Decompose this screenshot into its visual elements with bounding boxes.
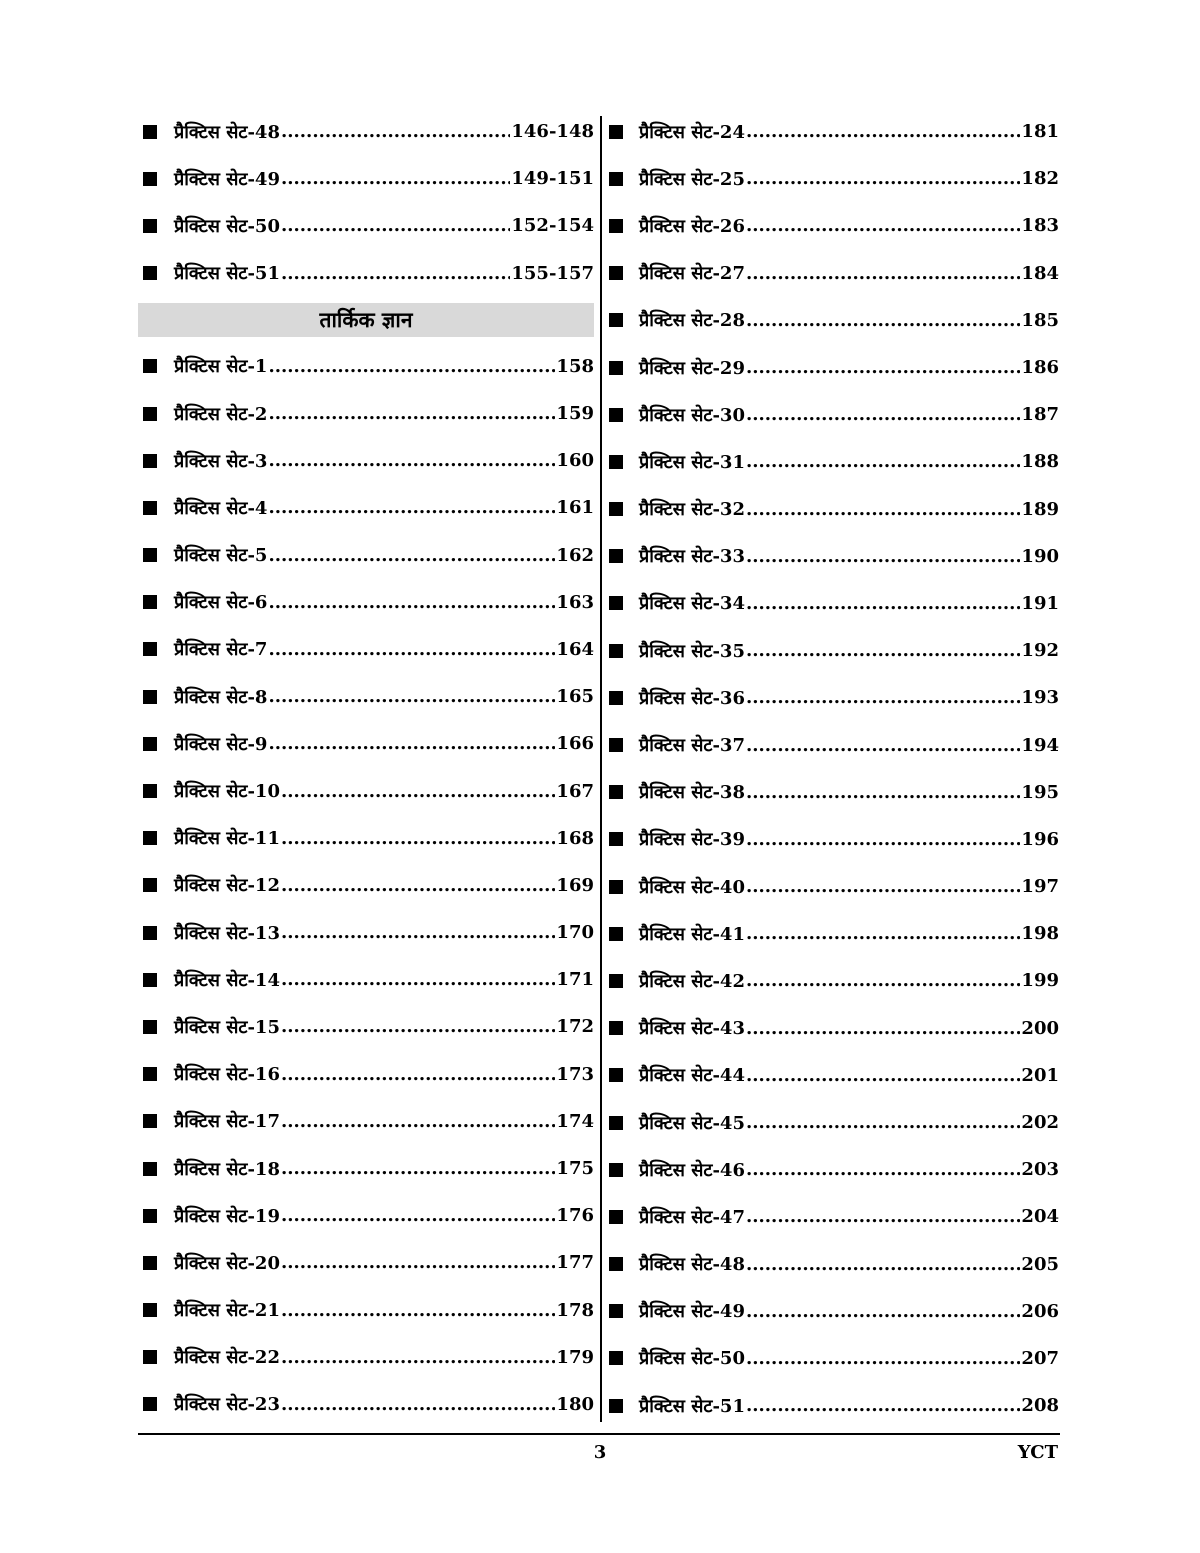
toc-entry-label: प्रैक्टिस सेट-32 xyxy=(639,499,745,521)
square-bullet-icon xyxy=(143,1397,157,1411)
toc-entry-label: प्रैक्टिस सेट-27 xyxy=(639,263,745,285)
toc-entry-label: प्रैक्टिस सेट-10 xyxy=(174,781,280,803)
square-bullet-icon xyxy=(143,548,157,562)
left-toc-column xyxy=(138,108,594,1428)
dot-leader xyxy=(281,263,510,284)
toc-entry xyxy=(138,390,594,437)
toc-entry-page: 167 xyxy=(556,780,594,802)
toc-entry-label: प्रैक्टिस सेट-17 xyxy=(174,1111,280,1133)
dot-leader xyxy=(746,263,1020,284)
dot-leader xyxy=(281,1016,555,1037)
square-bullet-icon xyxy=(143,501,157,515)
toc-entry-label: प्रैक्टिस सेट-46 xyxy=(639,1159,745,1181)
toc-entry xyxy=(138,673,594,720)
square-bullet-icon xyxy=(143,1350,157,1364)
dot-leader xyxy=(281,1111,555,1132)
square-bullet-icon xyxy=(609,361,623,375)
toc-entry-page: 175 xyxy=(556,1158,594,1180)
square-bullet-icon xyxy=(609,785,623,799)
dot-leader xyxy=(746,1159,1020,1180)
dot-leader xyxy=(746,1254,1020,1275)
toc-entry-label: प्रैक्टिस सेट-3 xyxy=(174,450,268,472)
square-bullet-icon xyxy=(609,927,623,941)
square-bullet-icon xyxy=(609,1304,623,1318)
dot-leader xyxy=(746,499,1020,520)
toc-entry-page: 152-154 xyxy=(511,215,594,237)
toc-entry-label: प्रैक्टिस सेट-37 xyxy=(639,735,745,757)
toc-entry-page: 173 xyxy=(556,1063,594,1085)
square-bullet-icon xyxy=(609,738,623,752)
toc-entry xyxy=(138,1239,594,1286)
toc-entry-label: प्रैक्टिस सेट-30 xyxy=(639,404,745,426)
square-bullet-icon xyxy=(143,973,157,987)
toc-entry-label: प्रैक्टिस सेट-26 xyxy=(639,215,745,237)
dot-leader xyxy=(746,1395,1020,1416)
dot-leader xyxy=(281,1158,555,1179)
square-bullet-icon xyxy=(143,359,157,373)
toc-entry xyxy=(138,1003,594,1050)
toc-entry xyxy=(138,626,594,673)
toc-entry-label: प्रैक्टिस सेट-50 xyxy=(639,1348,745,1370)
toc-entry-page: 193 xyxy=(1021,687,1059,709)
toc-entry-page: 158 xyxy=(556,355,594,377)
square-bullet-icon xyxy=(143,172,157,186)
square-bullet-icon xyxy=(143,1067,157,1081)
toc-entry xyxy=(609,721,1059,768)
toc-entry xyxy=(609,910,1059,957)
dot-leader xyxy=(746,735,1020,756)
toc-entry-page: 178 xyxy=(556,1299,594,1321)
square-bullet-icon xyxy=(609,596,623,610)
dot-leader xyxy=(268,403,555,424)
dot-leader xyxy=(746,546,1020,567)
dot-leader xyxy=(268,592,555,613)
square-bullet-icon xyxy=(143,1162,157,1176)
dot-leader xyxy=(268,639,555,660)
square-bullet-icon xyxy=(609,1021,623,1035)
dot-leader xyxy=(281,1205,555,1226)
toc-entry xyxy=(609,155,1059,202)
toc-entry-page: 208 xyxy=(1021,1395,1059,1417)
square-bullet-icon xyxy=(609,1116,623,1130)
dot-leader xyxy=(281,875,555,896)
toc-entry-page: 183 xyxy=(1021,215,1059,237)
toc-entry xyxy=(609,108,1059,155)
dot-leader xyxy=(746,923,1020,944)
toc-entry-label: प्रैक्टिस सेट-4 xyxy=(174,497,268,519)
square-bullet-icon xyxy=(143,642,157,656)
square-bullet-icon xyxy=(609,266,623,280)
toc-entry-label: प्रैक्टिस सेट-2 xyxy=(174,403,268,425)
toc-entry xyxy=(609,580,1059,627)
dot-leader xyxy=(268,497,555,518)
toc-entry xyxy=(138,1381,594,1428)
toc-entry-page: 164 xyxy=(556,638,594,660)
square-bullet-icon xyxy=(609,1210,623,1224)
square-bullet-icon xyxy=(609,1163,623,1177)
toc-entry xyxy=(138,1287,594,1334)
toc-entry-label: प्रैक्टिस सेट-45 xyxy=(639,1112,745,1134)
toc-entry-page: 168 xyxy=(556,827,594,849)
toc-entry xyxy=(138,484,594,531)
dot-leader xyxy=(268,686,555,707)
dot-leader xyxy=(746,215,1020,236)
column-divider xyxy=(600,116,602,1422)
toc-entry-page: 165 xyxy=(556,686,594,708)
dot-leader xyxy=(746,1112,1020,1133)
toc-entry-page: 170 xyxy=(556,922,594,944)
toc-entry-label: प्रैक्टिस सेट-11 xyxy=(174,828,280,850)
toc-entry-page: 195 xyxy=(1021,781,1059,803)
square-bullet-icon xyxy=(143,926,157,940)
toc-entry-label: प्रैक्टिस सेट-47 xyxy=(639,1206,745,1228)
toc-entry-page: 206 xyxy=(1021,1300,1059,1322)
toc-entry-label: प्रैक्टिस सेट-51 xyxy=(639,1395,745,1417)
toc-entry-page: 202 xyxy=(1021,1112,1059,1134)
dot-leader xyxy=(746,357,1020,378)
toc-entry-page: 146-148 xyxy=(511,121,594,143)
toc-entry-page: 162 xyxy=(556,544,594,566)
toc-entry xyxy=(138,1051,594,1098)
toc-entry-page: 181 xyxy=(1021,121,1059,143)
square-bullet-icon xyxy=(143,1303,157,1317)
toc-entry-label: प्रैक्टिस सेट-21 xyxy=(174,1300,280,1322)
dot-leader xyxy=(268,733,555,754)
toc-entry-label: प्रैक्टिस सेट-25 xyxy=(639,168,745,190)
toc-entry-label: प्रैक्टिस सेट-36 xyxy=(639,687,745,709)
footer-page-number: 3 xyxy=(593,1442,607,1463)
toc-entry xyxy=(609,1382,1059,1429)
dot-leader xyxy=(281,1252,555,1273)
toc-entry-page: 182 xyxy=(1021,168,1059,190)
toc-entry-label: प्रैक्टिस सेट-34 xyxy=(639,593,745,615)
dot-leader xyxy=(746,687,1020,708)
square-bullet-icon xyxy=(143,407,157,421)
toc-entry-page: 203 xyxy=(1021,1159,1059,1181)
section-header-tarkik-gyan xyxy=(138,303,594,337)
toc-entry xyxy=(138,202,594,249)
toc-entry-page: 177 xyxy=(556,1252,594,1274)
toc-entry-label: प्रैक्टिस सेट-12 xyxy=(174,875,280,897)
toc-entry-page: 201 xyxy=(1021,1064,1059,1086)
toc-entry-label: प्रैक्टिस सेट-31 xyxy=(639,451,745,473)
toc-entry-label: प्रैक्टिस सेट-7 xyxy=(174,639,268,661)
toc-entry xyxy=(138,956,594,1003)
toc-entry-label: प्रैक्टिस सेट-8 xyxy=(174,686,268,708)
toc-entry-page: 155-157 xyxy=(511,262,594,284)
toc-entry xyxy=(609,250,1059,297)
section-title: तार्किक ज्ञान xyxy=(319,306,413,332)
toc-entry xyxy=(609,1288,1059,1335)
toc-entry-label: प्रैक्टिस सेट-43 xyxy=(639,1018,745,1040)
toc-entry xyxy=(609,1005,1059,1052)
toc-entry-page: 169 xyxy=(556,874,594,896)
dot-leader xyxy=(281,828,555,849)
dot-leader xyxy=(268,545,555,566)
square-bullet-icon xyxy=(143,1209,157,1223)
toc-entry-page: 171 xyxy=(556,969,594,991)
footer-brand: YCT xyxy=(1017,1442,1058,1463)
toc-entry xyxy=(138,437,594,484)
left-section-list xyxy=(138,343,594,1428)
square-bullet-icon xyxy=(143,831,157,845)
toc-entry xyxy=(138,767,594,814)
dot-leader xyxy=(746,593,1020,614)
square-bullet-icon xyxy=(143,595,157,609)
toc-entry xyxy=(138,1192,594,1239)
toc-entry xyxy=(138,1334,594,1381)
toc-entry-label: प्रैक्टिस सेट-33 xyxy=(639,546,745,568)
square-bullet-icon xyxy=(609,880,623,894)
square-bullet-icon xyxy=(143,219,157,233)
square-bullet-icon xyxy=(143,784,157,798)
toc-entry-page: 166 xyxy=(556,733,594,755)
toc-entry xyxy=(609,816,1059,863)
toc-entry-page: 188 xyxy=(1021,451,1059,473)
dot-leader xyxy=(268,450,555,471)
dot-leader xyxy=(281,1064,555,1085)
square-bullet-icon xyxy=(143,878,157,892)
square-bullet-icon xyxy=(143,1256,157,1270)
left-top-list xyxy=(138,108,594,297)
dot-leader xyxy=(746,404,1020,425)
dot-leader xyxy=(746,640,1020,661)
square-bullet-icon xyxy=(143,266,157,280)
square-bullet-icon xyxy=(609,1068,623,1082)
dot-leader xyxy=(746,876,1020,897)
toc-entry-label: प्रैक्टिस सेट-49 xyxy=(174,168,280,190)
square-bullet-icon xyxy=(609,502,623,516)
toc-entry xyxy=(138,108,594,155)
toc-entry-label: प्रैक्टिस सेट-50 xyxy=(174,215,280,237)
toc-entry-page: 200 xyxy=(1021,1017,1059,1039)
dot-leader xyxy=(281,781,555,802)
square-bullet-icon xyxy=(143,690,157,704)
toc-entry xyxy=(609,533,1059,580)
dot-leader xyxy=(281,1394,555,1415)
toc-entry xyxy=(609,1146,1059,1193)
toc-entry xyxy=(138,815,594,862)
square-bullet-icon xyxy=(609,1351,623,1365)
toc-entry-page: 187 xyxy=(1021,404,1059,426)
toc-entry xyxy=(609,202,1059,249)
dot-leader xyxy=(746,1301,1020,1322)
square-bullet-icon xyxy=(609,644,623,658)
toc-entry-page: 149-151 xyxy=(511,168,594,190)
toc-entry-label: प्रैक्टिस सेट-28 xyxy=(639,310,745,332)
toc-entry-page: 196 xyxy=(1021,828,1059,850)
toc-entry-label: प्रैक्टिस सेट-29 xyxy=(639,357,745,379)
toc-entry xyxy=(138,862,594,909)
toc-entry xyxy=(138,579,594,626)
toc-entry xyxy=(609,769,1059,816)
toc-entry-label: प्रैक्टिस सेट-14 xyxy=(174,969,280,991)
toc-entry-page: 176 xyxy=(556,1205,594,1227)
toc-entry-label: प्रैक्टिस सेट-48 xyxy=(174,121,280,143)
toc-entry-label: प्रैक्टिस सेट-1 xyxy=(174,356,268,378)
toc-entry-page: 159 xyxy=(556,403,594,425)
dot-leader xyxy=(281,215,510,236)
toc-entry-label: प्रैक्टिस सेट-35 xyxy=(639,640,745,662)
toc-entry-label: प्रैक्टिस सेट-23 xyxy=(174,1394,280,1416)
toc-entry xyxy=(609,344,1059,391)
square-bullet-icon xyxy=(609,125,623,139)
toc-entry-page: 197 xyxy=(1021,876,1059,898)
toc-entry-label: प्रैक्टिस सेट-44 xyxy=(639,1065,745,1087)
dot-leader xyxy=(281,1300,555,1321)
toc-entry xyxy=(609,438,1059,485)
toc-entry-label: प्रैक्टिस सेट-5 xyxy=(174,545,268,567)
dot-leader xyxy=(746,970,1020,991)
toc-entry-label: प्रैक्टिस सेट-9 xyxy=(174,733,268,755)
dot-leader xyxy=(746,1348,1020,1369)
toc-entry xyxy=(609,627,1059,674)
toc-entry xyxy=(609,674,1059,721)
toc-entry xyxy=(609,391,1059,438)
toc-entry-label: प्रैक्टिस सेट-15 xyxy=(174,1016,280,1038)
toc-entry-page: 199 xyxy=(1021,970,1059,992)
toc-entry xyxy=(609,297,1059,344)
right-list xyxy=(609,108,1059,1429)
toc-entry xyxy=(609,1335,1059,1382)
toc-entry xyxy=(138,250,594,297)
toc-entry-page: 192 xyxy=(1021,640,1059,662)
toc-entry-page: 172 xyxy=(556,1016,594,1038)
dot-leader xyxy=(281,969,555,990)
toc-entry-page: 207 xyxy=(1021,1347,1059,1369)
dot-leader xyxy=(281,922,555,943)
footer-rule xyxy=(138,1433,1060,1435)
toc-entry-page: 186 xyxy=(1021,357,1059,379)
dot-leader xyxy=(746,829,1020,850)
toc-entry-page: 163 xyxy=(556,591,594,613)
toc-entry xyxy=(609,863,1059,910)
toc-entry xyxy=(138,1145,594,1192)
dot-leader xyxy=(746,451,1020,472)
toc-entry-page: 194 xyxy=(1021,734,1059,756)
toc-entry-label: प्रैक्टिस सेट-51 xyxy=(174,263,280,285)
toc-entry-label: प्रैक्टिस सेट-16 xyxy=(174,1064,280,1086)
toc-entry xyxy=(609,486,1059,533)
toc-entry xyxy=(138,343,594,390)
dot-leader xyxy=(746,1065,1020,1086)
toc-entry-page: 179 xyxy=(556,1346,594,1368)
square-bullet-icon xyxy=(609,691,623,705)
square-bullet-icon xyxy=(143,1114,157,1128)
square-bullet-icon xyxy=(609,549,623,563)
toc-entry xyxy=(138,155,594,202)
toc-entry-page: 184 xyxy=(1021,262,1059,284)
toc-entry-label: प्रैक्टिस सेट-48 xyxy=(639,1254,745,1276)
toc-entry-label: प्रैक्टिस सेट-42 xyxy=(639,970,745,992)
toc-entry-label: प्रैक्टिस सेट-41 xyxy=(639,923,745,945)
toc-entry-label: प्रैक्टिस सेट-39 xyxy=(639,829,745,851)
toc-entry xyxy=(609,1193,1059,1240)
toc-entry-label: प्रैक्टिस सेट-40 xyxy=(639,876,745,898)
toc-entry-page: 180 xyxy=(556,1393,594,1415)
toc-entry xyxy=(609,1241,1059,1288)
square-bullet-icon xyxy=(609,219,623,233)
square-bullet-icon xyxy=(609,455,623,469)
toc-entry xyxy=(609,1052,1059,1099)
toc-entry-label: प्रैक्टिस सेट-49 xyxy=(639,1301,745,1323)
square-bullet-icon xyxy=(609,313,623,327)
toc-entry xyxy=(138,909,594,956)
toc-entry-page: 190 xyxy=(1021,545,1059,567)
dot-leader xyxy=(281,121,510,142)
toc-entry-page: 198 xyxy=(1021,923,1059,945)
toc-entry-label: प्रैक्टिस सेट-6 xyxy=(174,592,268,614)
square-bullet-icon xyxy=(143,454,157,468)
square-bullet-icon xyxy=(609,408,623,422)
right-toc-column xyxy=(609,108,1059,1429)
dot-leader xyxy=(746,310,1020,331)
dot-leader xyxy=(746,168,1020,189)
square-bullet-icon xyxy=(143,737,157,751)
toc-entry-page: 205 xyxy=(1021,1253,1059,1275)
toc-entry xyxy=(138,720,594,767)
square-bullet-icon xyxy=(609,832,623,846)
toc-entry-label: प्रैक्टिस सेट-24 xyxy=(639,121,745,143)
dot-leader xyxy=(746,121,1020,142)
square-bullet-icon xyxy=(609,974,623,988)
toc-entry xyxy=(609,957,1059,1004)
dot-leader xyxy=(281,1347,555,1368)
toc-entry xyxy=(138,532,594,579)
square-bullet-icon xyxy=(143,1020,157,1034)
toc-entry-page: 185 xyxy=(1021,309,1059,331)
square-bullet-icon xyxy=(143,125,157,139)
toc-entry-label: प्रैक्टिस सेट-13 xyxy=(174,922,280,944)
toc-entry xyxy=(138,1098,594,1145)
toc-entry-page: 204 xyxy=(1021,1206,1059,1228)
toc-entry-label: प्रैक्टिस सेट-19 xyxy=(174,1205,280,1227)
dot-leader xyxy=(746,1206,1020,1227)
toc-entry-label: प्रैक्टिस सेट-18 xyxy=(174,1158,280,1180)
dot-leader xyxy=(281,168,510,189)
toc-entry-page: 189 xyxy=(1021,498,1059,520)
toc-entry-page: 191 xyxy=(1021,592,1059,614)
square-bullet-icon xyxy=(609,1257,623,1271)
dot-leader xyxy=(746,782,1020,803)
toc-entry-label: प्रैक्टिस सेट-20 xyxy=(174,1252,280,1274)
toc-entry-page: 174 xyxy=(556,1110,594,1132)
toc-entry-page: 160 xyxy=(556,450,594,472)
square-bullet-icon xyxy=(609,172,623,186)
toc-entry-label: प्रैक्टिस सेट-22 xyxy=(174,1347,280,1369)
toc-entry xyxy=(609,1099,1059,1146)
square-bullet-icon xyxy=(609,1399,623,1413)
toc-entry-page: 161 xyxy=(556,497,594,519)
dot-leader xyxy=(268,356,555,377)
toc-entry-label: प्रैक्टिस सेट-38 xyxy=(639,782,745,804)
dot-leader xyxy=(746,1018,1020,1039)
